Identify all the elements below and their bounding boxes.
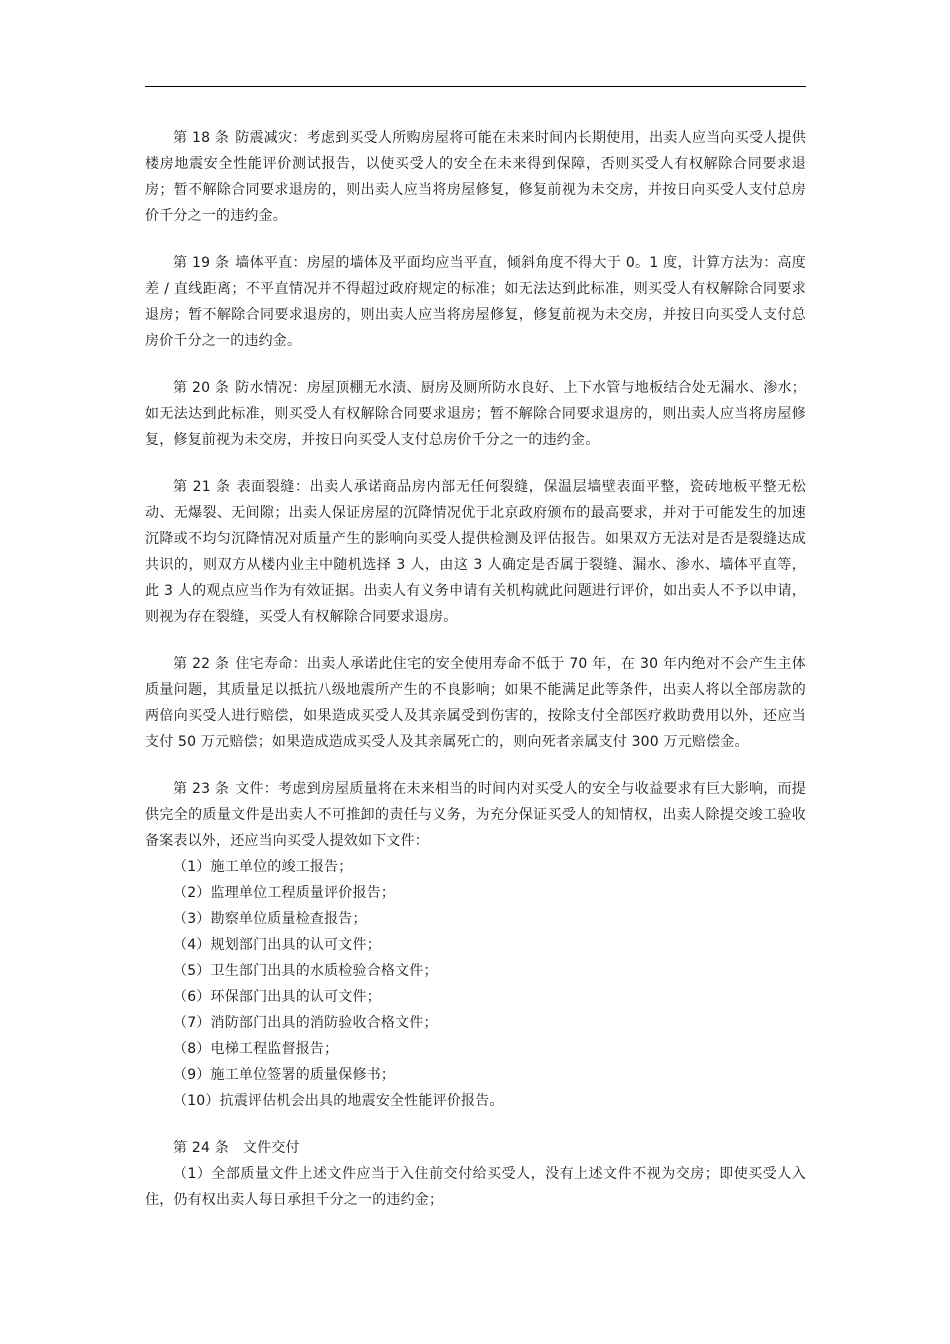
article-paragraph: （1）全部质量文件上述文件应当于入住前交付给买受人，没有上述文件不视为交房；即使买受人入住，仍有权出卖人每日承担千分之一的违约金；	[145, 1166, 806, 1208]
list-item: （6）环保部门出具的认可文件；	[173, 989, 381, 1005]
article-title: 表面裂缝	[236, 479, 296, 495]
list-item: （5）卫生部门出具的水质检验合格文件；	[173, 963, 438, 979]
article-text: ：考虑到买受人所购房屋将可能在未来时间内长期使用，出卖人应当向买受人提供楼房地震安全性能评价测试报告，以使买受人的安全在未来得到保障，否则买受人有权解除合同要求退房；暂不解除合同要求退房的，则出卖人应当将房屋修复，修复前视为未交房，并按日向买受人支付总房价千分之一的违约金。	[145, 130, 806, 224]
article-text: ：考虑到房屋质量将在未来相当的时间内对买受人的安全与收益要求有巨大影响，而提供完全的质量文件是出卖人不可推卸的责任与义务，为充分保证买受人的知情权，出卖人除提交竣工验收备案表以外，还应当向买受人提效如下文件：	[145, 781, 806, 849]
article-text: ：出卖人承诺此住宅的安全使用寿命不低于 70 年，在 30 年内绝对不会产生主体质量问题，其质量足以抵抗八级地震所产生的不良影响；如果不能满足此等条件，出卖人将以全部房款的两倍向买受人进行赔偿，如果造成买受人及其亲属受到伤害的，按除支付全部医疗救助费用以外，还应当支付 50 万元赔偿；如果造成造成买受人及其亲属死亡的，则向死者亲属支付 300 万元赔偿金。	[145, 656, 806, 750]
document-body	[145, 125, 806, 1234]
list-item: （7）消防部门出具的消防验收合格文件；	[173, 1015, 438, 1031]
list-item: （4）规划部门出具的认可文件；	[173, 937, 381, 953]
article-number: 第 24 条	[173, 1140, 229, 1156]
list-item: （10）抗震评估机会出具的地震安全性能评价报告。	[173, 1093, 504, 1109]
article-title: 文件	[235, 781, 264, 797]
article-number: 第 19 条	[173, 255, 230, 271]
article-text: ：房屋的墙体及平面均应当平直，倾斜角度不得大于 0。1 度，计算方法为：高度差 / 直线距离；不平直情况并不得超过政府规定的标准；如无法达到此标准，则买受人有权解除合同要求退房；暂不解除合同要求退房的，则出卖人应当将房屋修复，修复前视为未交房，并按日向买受人支付总房价千分之一的违约金。	[145, 255, 806, 349]
list-item: （8）电梯工程监督报告；	[173, 1041, 339, 1057]
article-title: 防水情况	[235, 380, 293, 396]
article-number: 第 23 条	[173, 781, 230, 797]
article-18	[145, 125, 806, 229]
article-title: 住宅寿命	[235, 656, 293, 672]
article-22	[145, 651, 806, 755]
article-heading	[145, 1135, 806, 1161]
document-list	[145, 854, 806, 1114]
list-item: （2）监理单位工程质量评价报告；	[173, 885, 396, 901]
article-number: 第 18 条	[173, 130, 230, 146]
article-number: 第 22 条	[173, 656, 230, 672]
list-item: （9）施工单位签署的质量保修书；	[173, 1067, 396, 1083]
article-24	[145, 1135, 806, 1213]
article-21	[145, 474, 806, 630]
article-intro	[145, 776, 806, 854]
article-23	[145, 776, 806, 1114]
header-rule	[145, 86, 806, 87]
article-20	[145, 375, 806, 453]
article-title: 墙体平直	[235, 255, 293, 271]
article-number: 第 20 条	[173, 380, 230, 396]
list-item: （1）施工单位的竣工报告；	[173, 859, 353, 875]
article-number: 第 21 条	[173, 479, 231, 495]
article-text: ：出卖人承诺商品房内部无任何裂缝，保温层墙壁表面平整，瓷砖地板平整无松动、无爆裂、无间隙；出卖人保证房屋的沉降情况优于北京政府颁布的最高要求，并对于可能发生的加速沉降或不均匀沉降情况对质量产生的影响向买受人提供检测及评估报告。如果双方无法对是否是裂缝达成共识的，则双方从楼内业主中随机选择 3 人，由这 3 人确定是否属于裂缝、漏水、渗水、墙体平直等，此 3 人的观点应当作为有效证据。出卖人有义务申请有关机构就此问题进行评价，如出卖人不予以申请，则视为存在裂缝，买受人有权解除合同要求退房。	[145, 479, 806, 625]
article-title: 文件交付	[242, 1140, 300, 1156]
list-item: （3）勘察单位质量检查报告；	[173, 911, 367, 927]
article-title: 防震减灾	[235, 130, 293, 146]
article-19	[145, 250, 806, 354]
article-text: ：房屋顶棚无水渍、厨房及厕所防水良好、上下水管与地板结合处无漏水、渗水；如无法达到此标准，则买受人有权解除合同要求退房；暂不解除合同要求退房的，则出卖人应当将房屋修复，修复前视为未交房，并按日向买受人支付总房价千分之一的违约金。	[145, 380, 806, 448]
